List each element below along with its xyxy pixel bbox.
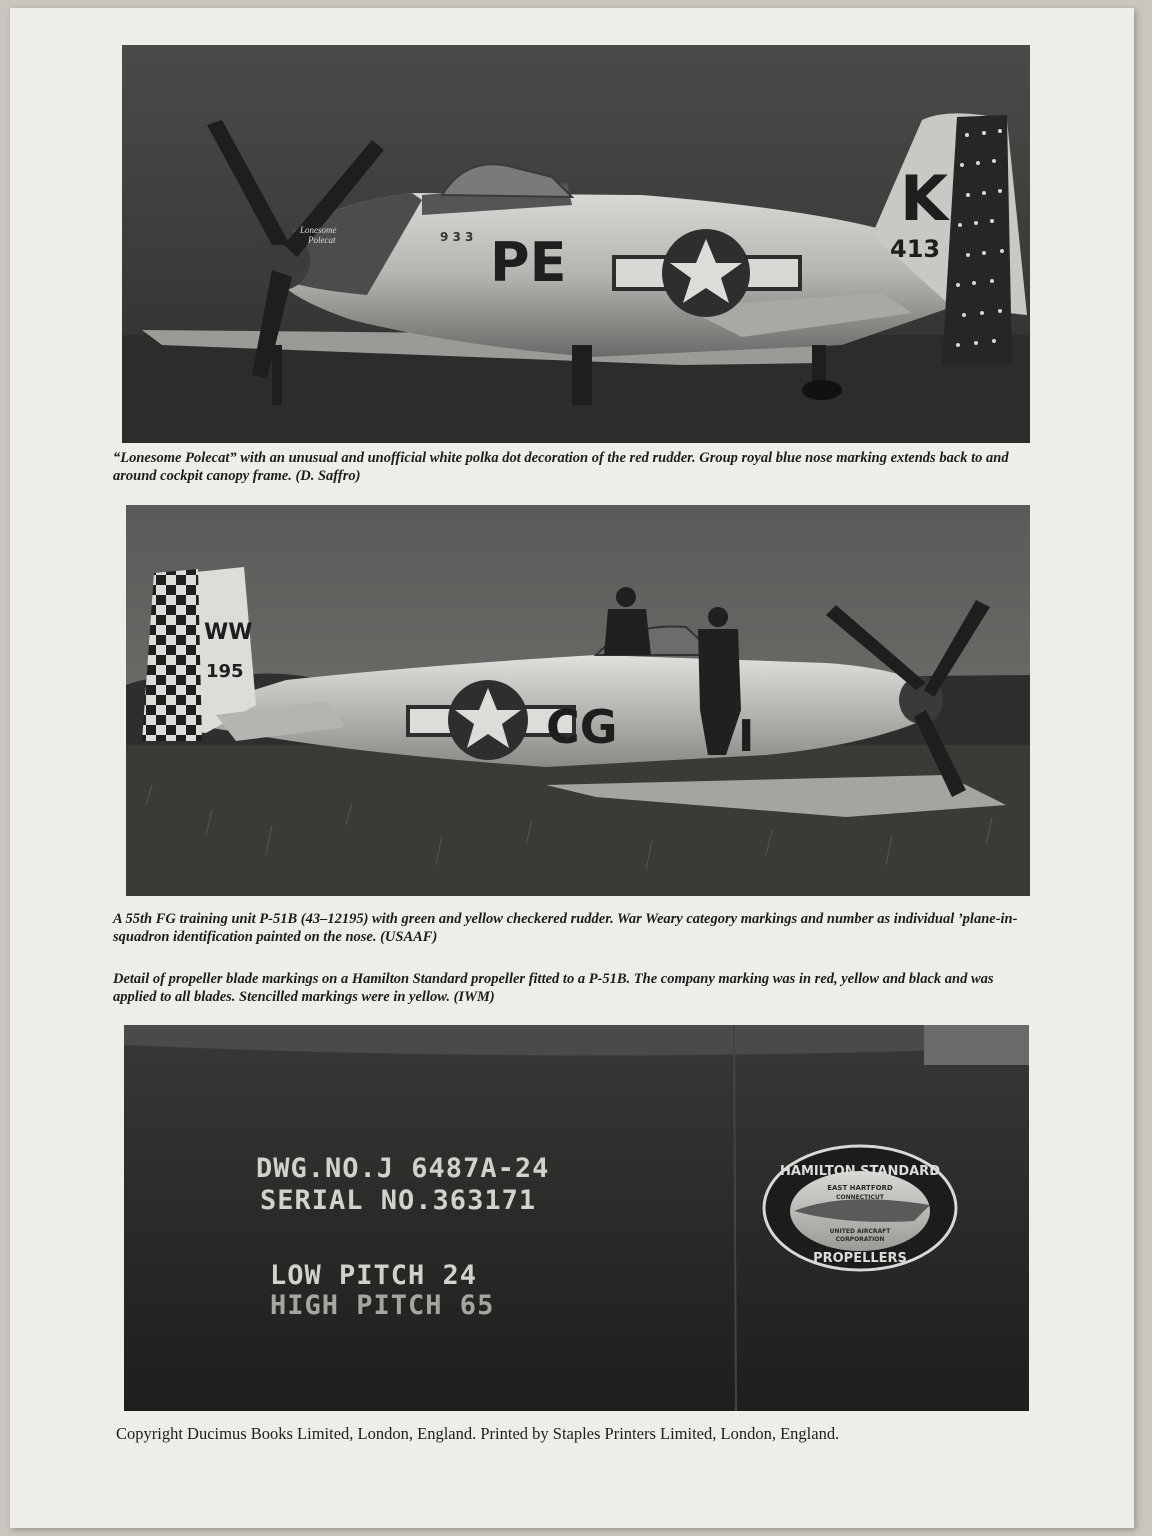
fuselage-code-pe: PE	[490, 231, 567, 294]
copyright-notice: Copyright Ducimus Books Limited, London, England. Printed by Staples Printers Limited, London, England.	[116, 1424, 840, 1443]
tail-number: 195	[206, 661, 244, 682]
stencil-low-pitch: LOW PITCH 24	[270, 1260, 478, 1291]
stencil-high-pitch: HIGH PITCH 65	[270, 1290, 495, 1321]
decal-small-text-2: CONNECTICUT	[836, 1194, 884, 1201]
fuselage-code-cg: CG	[546, 700, 618, 754]
nose-marking: I	[738, 711, 755, 762]
nose-number: 9 3 3	[440, 230, 474, 244]
photo-training-p51b	[126, 505, 1030, 896]
stencil-serial-number: SERIAL NO.363171	[260, 1185, 537, 1216]
caption-photo-1: “Lonesome Polecat” with an unusual and unofficial white polka dot decoration of the red rudder. Group royal blue nose marking extends back to and around cockpit canopy frame. (D. Saffro)	[113, 450, 1009, 484]
caption-photo-3: Detail of propeller blade markings on a Hamilton Standard propeller fitted to a P-51B. The company marking was in red, yellow and black and was applied to all blades. Stencilled markings were in yellow. (IWM)	[113, 971, 994, 1005]
tail-letter-k: K	[900, 162, 949, 235]
photo-propeller-blade-markings	[124, 1025, 1029, 1411]
tail-number: 413	[890, 235, 941, 263]
tail-code-ww: WW	[204, 620, 253, 645]
decal-small-text-4: CORPORATION	[835, 1236, 885, 1243]
decal-small-text-1: EAST HARTFORD	[827, 1184, 893, 1192]
caption-photo-2: A 55th FG training unit P-51B (43–12195) with green and yellow checkered rudder. War Weary category markings and number as individual ’plane-in-squadron identification painted on the nose. (USAAF)	[113, 911, 1018, 945]
decal-top-text: HAMILTON STANDARD	[780, 1164, 940, 1179]
nose-art-name: Lonesome	[300, 225, 337, 235]
nose-art-name-2: Polecat	[308, 235, 336, 245]
stencil-drawing-number: DWG.NO.J 6487A-24	[256, 1153, 550, 1184]
photo-lonesome-polecat	[122, 45, 1030, 443]
hamilton-standard-decal	[764, 1146, 956, 1270]
decal-small-text-3: UNITED AIRCRAFT	[829, 1228, 891, 1235]
decal-bottom-text: PROPELLERS	[813, 1251, 907, 1266]
